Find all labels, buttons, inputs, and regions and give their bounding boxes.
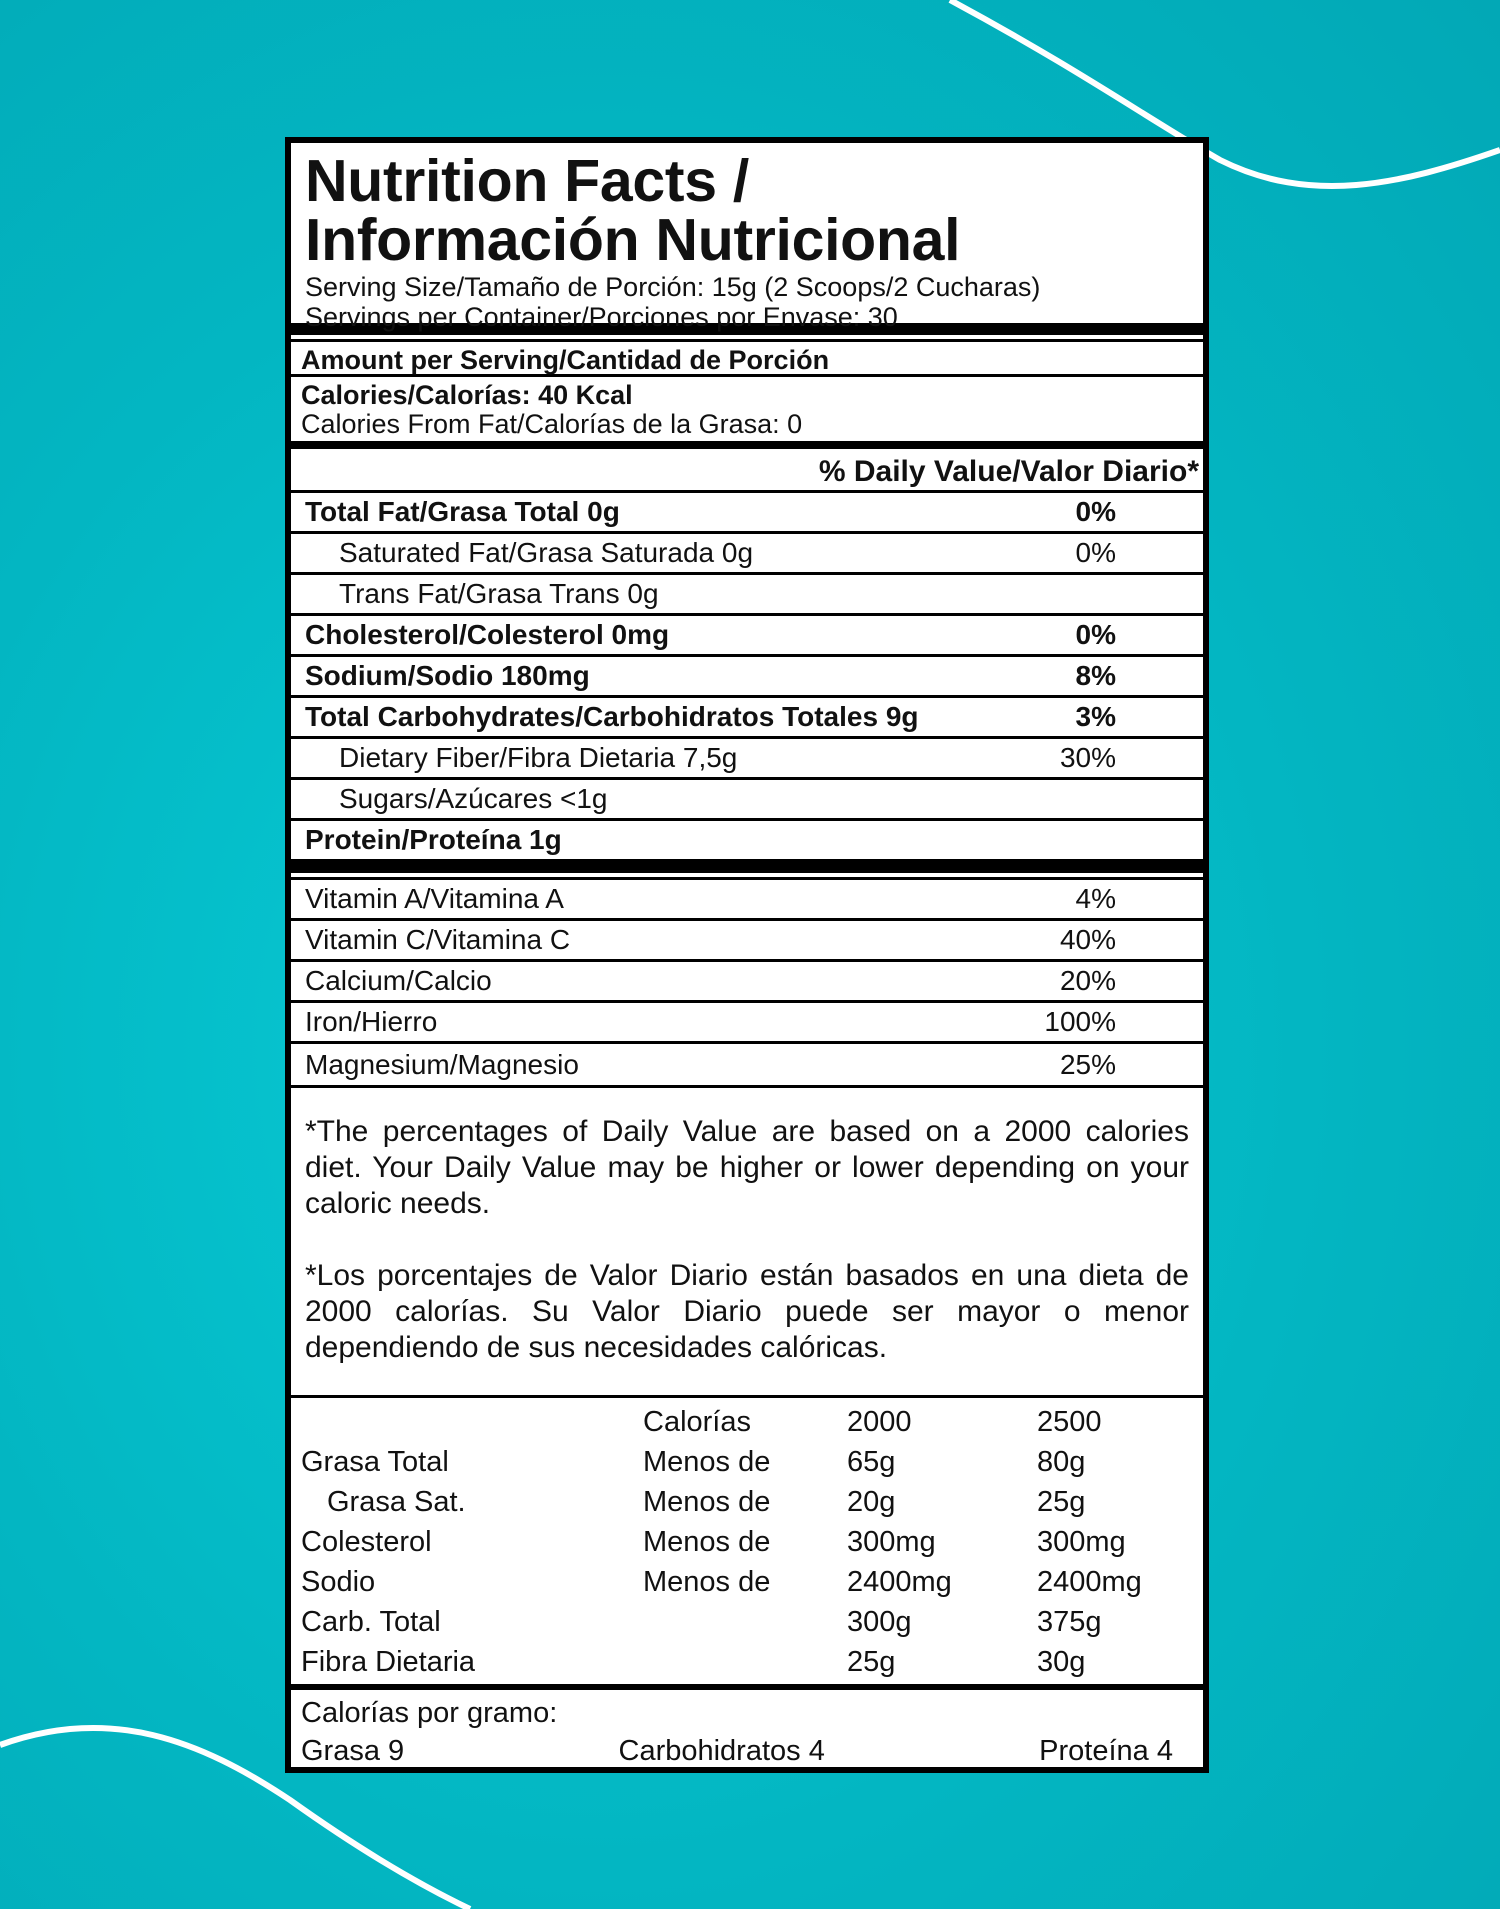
vitamin-row bbox=[291, 962, 1203, 1003]
vitamin-row bbox=[291, 1044, 1203, 1085]
footnote-english: *The percentages of Daily Value are based on a 2000 calories diet. Your Daily Value may be higher or lower depending on your caloric needs. bbox=[305, 1115, 1189, 1220]
nutrient-dv: 3% bbox=[1075, 701, 1116, 732]
calories-box bbox=[291, 377, 1203, 441]
vitamin-row bbox=[291, 880, 1203, 921]
table-cell: 375g bbox=[1037, 1605, 1102, 1638]
amount-per-serving: Amount per Serving/Cantidad de Porción bbox=[291, 339, 1203, 377]
nutrient-list bbox=[291, 493, 1203, 859]
servings-per-container: Servings per Container/Porciones por Envase: 30 bbox=[305, 302, 898, 332]
table-cell: 2400mg bbox=[1037, 1565, 1142, 1598]
nutrient-label: Dietary Fiber/Fibra Dietaria 7,5g bbox=[339, 742, 738, 773]
medium-divider bbox=[291, 441, 1203, 449]
calories-per-gram-values bbox=[301, 1732, 1193, 1770]
calories-per-gram-title: Calorías por gramo: bbox=[301, 1697, 558, 1729]
table-cell: Colesterol bbox=[301, 1525, 432, 1558]
nutrient-row bbox=[291, 780, 1203, 821]
table-cell: Sodio bbox=[301, 1565, 376, 1598]
title-line-2: Información Nutricional bbox=[305, 207, 961, 273]
table-cell: 30g bbox=[1037, 1645, 1086, 1678]
table-row bbox=[301, 1482, 1193, 1522]
vitamin-label: Vitamin A/Vitamina A bbox=[305, 883, 564, 914]
nutrient-row bbox=[291, 739, 1203, 780]
footnotes bbox=[291, 1085, 1203, 1395]
title-line-1: Nutrition Facts / bbox=[305, 148, 749, 214]
table-cell: 25g bbox=[847, 1645, 896, 1678]
label-header bbox=[291, 143, 1203, 332]
nutrient-label: Total Carbohydrates/Carbohidratos Totales 9g bbox=[305, 701, 919, 732]
nutrient-row bbox=[291, 493, 1203, 534]
table-row bbox=[301, 1522, 1193, 1562]
vitamin-dv: 4% bbox=[1075, 883, 1116, 914]
nutrient-row bbox=[291, 657, 1203, 698]
vitamin-label: Magnesium/Magnesio bbox=[305, 1048, 579, 1080]
table-row bbox=[301, 1442, 1193, 1482]
nutrient-row bbox=[291, 698, 1203, 739]
nutrient-label: Sugars/Azúcares <1g bbox=[339, 783, 608, 814]
table-cell: 2500 bbox=[1037, 1405, 1102, 1438]
table-cell: 25g bbox=[1037, 1485, 1086, 1518]
vitamin-dv: 25% bbox=[1059, 1048, 1116, 1080]
table-cell: Grasa Sat. bbox=[327, 1485, 466, 1518]
nutrient-label: Trans Fat/Grasa Trans 0g bbox=[339, 578, 659, 609]
footnote-spanish: *Los porcentajes de Valor Diario están basados en una dieta de 2000 calorías. Su Valor Diario puede ser mayor o menor dependiendo de sus necesidades calóricas. bbox=[305, 1259, 1189, 1364]
table-row bbox=[301, 1562, 1193, 1602]
table-cell: 2400mg bbox=[847, 1565, 952, 1598]
nutrient-dv: 0% bbox=[1075, 537, 1116, 568]
thick-divider bbox=[291, 859, 1203, 873]
nutrient-row bbox=[291, 534, 1203, 575]
table-cell: 2000 bbox=[847, 1405, 912, 1438]
vitamin-dv: 40% bbox=[1059, 924, 1116, 955]
nutrient-row bbox=[291, 821, 1203, 859]
table-row bbox=[301, 1642, 1193, 1682]
nutrient-label: Sodium/Sodio 180mg bbox=[305, 660, 590, 691]
table-cell: Calorías bbox=[643, 1405, 751, 1438]
vitamin-dv: 100% bbox=[1044, 1006, 1116, 1037]
nutrient-label: Protein/Proteína 1g bbox=[305, 824, 562, 855]
protein-calories-per-gram: Proteína 4 bbox=[1039, 1735, 1173, 1767]
vitamin-label: Vitamin C/Vitamina C bbox=[305, 924, 571, 955]
table-header-row bbox=[301, 1402, 1193, 1442]
serving-size: Serving Size/Tamaño de Porción: 15g (2 Scoops/2 Cucharas) bbox=[305, 272, 1041, 302]
vitamin-row bbox=[291, 1003, 1203, 1044]
nutrition-label bbox=[285, 137, 1209, 1773]
vitamin-list bbox=[291, 880, 1203, 1085]
calories: Calories/Calorías: 40 Kcal bbox=[301, 380, 633, 410]
vitamin-label: Iron/Hierro bbox=[305, 1006, 438, 1037]
table-cell: Menos de bbox=[643, 1445, 771, 1478]
table-cell: Menos de bbox=[643, 1565, 771, 1598]
calories-from-fat: Calories From Fat/Calorías de la Grasa: 0 bbox=[301, 409, 803, 439]
nutrient-row bbox=[291, 575, 1203, 616]
table-cell: Menos de bbox=[643, 1485, 771, 1518]
table-cell: Carb. Total bbox=[301, 1605, 441, 1638]
daily-values-reference-table bbox=[291, 1395, 1203, 1684]
nutrient-dv: 30% bbox=[1059, 742, 1116, 773]
table-cell: 80g bbox=[1037, 1445, 1086, 1478]
vitamin-label: Calcium/Calcio bbox=[305, 965, 492, 996]
vitamin-row bbox=[291, 921, 1203, 962]
nutrient-dv: 0% bbox=[1075, 496, 1116, 527]
table-cell: 20g bbox=[847, 1485, 896, 1518]
table-cell: Grasa Total bbox=[301, 1445, 449, 1478]
table-cell: 300mg bbox=[1037, 1525, 1126, 1558]
table-row bbox=[301, 1602, 1193, 1642]
calories-per-gram bbox=[291, 1684, 1203, 1766]
nutrient-label: Cholesterol/Colesterol 0mg bbox=[305, 619, 670, 650]
nutrient-dv: 8% bbox=[1075, 660, 1116, 691]
table-cell: 65g bbox=[847, 1445, 896, 1478]
table-cell: Fibra Dietaria bbox=[301, 1645, 476, 1678]
nutrient-label: Total Fat/Grasa Total 0g bbox=[305, 496, 620, 527]
nutrient-dv: 0% bbox=[1075, 619, 1116, 650]
table-cell: 300mg bbox=[847, 1525, 936, 1558]
table-cell: Menos de bbox=[643, 1525, 771, 1558]
vitamin-dv: 20% bbox=[1059, 965, 1116, 996]
nutrient-label: Saturated Fat/Grasa Saturada 0g bbox=[339, 537, 754, 568]
table-cell: 300g bbox=[847, 1605, 912, 1638]
nutrient-row bbox=[291, 616, 1203, 657]
daily-value-header: % Daily Value/Valor Diario* bbox=[291, 449, 1203, 493]
carb-calories-per-gram: Carbohidratos 4 bbox=[618, 1735, 825, 1767]
fat-calories-per-gram: Grasa 9 bbox=[301, 1735, 405, 1767]
